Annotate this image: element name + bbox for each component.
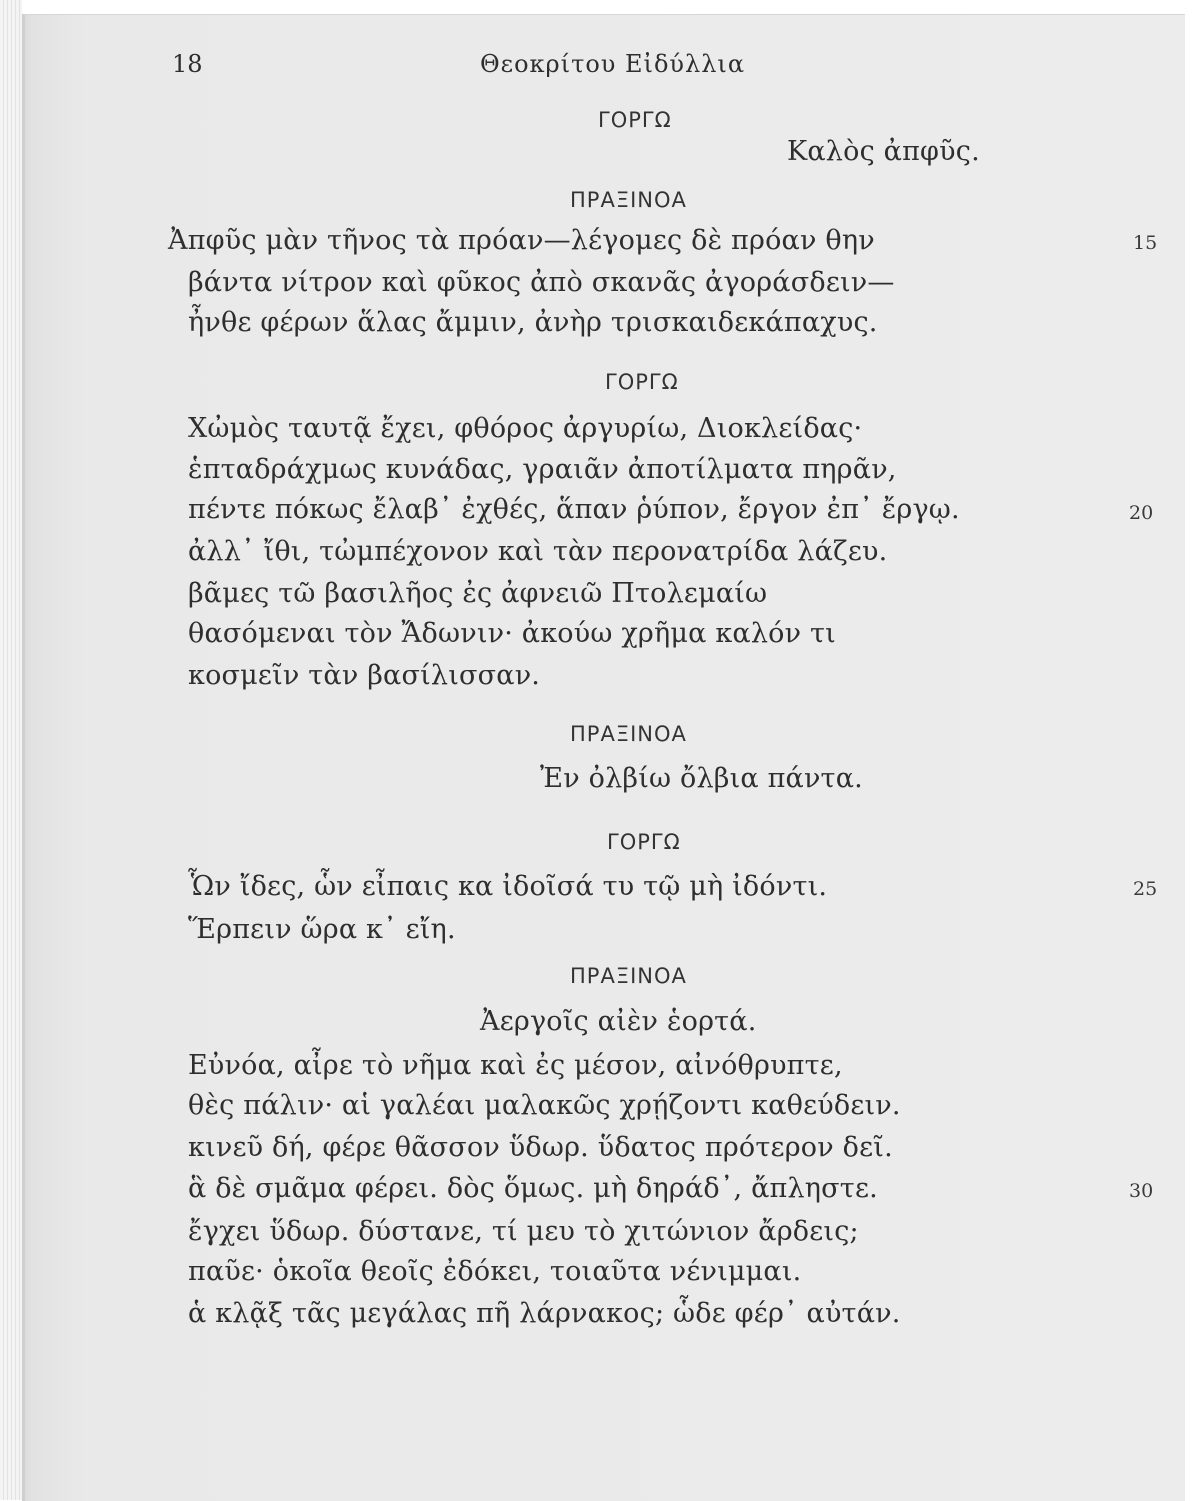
line-number: 30 [1129, 1180, 1154, 1202]
speaker-label: ΠΡΑΞΙΝΟΑ [570, 188, 687, 212]
verse-line: Ἀπφῦς μὰν τῆνος τὰ πρόαν—λέγομες δὲ πρόαν θην [168, 225, 875, 256]
verse-line: Εὐνόα, αἶρε τὸ νῆμα καὶ ἐς μέσον, αἰνόθρυπτε, [188, 1050, 843, 1081]
verse-line: κοσμεῖν τὰν βασίλισσαν. [188, 660, 541, 691]
speaker-label: ΓΟΡΓΩ [607, 830, 681, 854]
verse-line: ἃ δὲ σμᾶμα φέρει. δὸς ὅμως. μὴ δηράδ᾽, ἄπληστε. [188, 1173, 878, 1204]
verse-line: Καλὸς ἀπφῦς. [787, 136, 980, 167]
verse-line: Ἐν ὀλβίω ὄλβια πάντα. [540, 763, 863, 794]
page-edge [0, 0, 22, 1500]
verse-line: θασόμεναι τὸν Ἄδωνιν· ἀκούω χρῆμα καλόν τι [188, 618, 836, 649]
verse-line: Χὠμὸς ταυτᾷ ἔχει, φθόρος ἀργυρίω, Διοκλείδας· [188, 413, 863, 444]
verse-line: ἑπταδράχμως κυνάδας, γραιᾶν ἀποτίλματα πηρᾶν, [188, 454, 897, 485]
speaker-label: ΓΟΡΓΩ [605, 370, 679, 394]
verse-line: παῦε· ὁκοῖα θεοῖς ἐδόκει, τοιαῦτα νένιμμαι. [188, 1256, 802, 1287]
verse-line: κινεῦ δή, φέρε θᾶσσον ὕδωρ. ὕδατος πρότερον δεῖ. [188, 1132, 893, 1163]
line-number: 20 [1129, 502, 1154, 524]
line-number: 25 [1133, 878, 1158, 900]
speaker-label: ΓΟΡΓΩ [598, 108, 672, 132]
verse-line: Ἀεργοῖς αἰὲν ἑορτά. [480, 1006, 757, 1037]
verse-line: βᾶμες τῶ βασιλῆος ἐς ἀφνειῶ Πτολεμαίω [188, 578, 768, 609]
verse-line: θὲς πάλιν· αἱ γαλέαι μαλακῶς χρῄζοντι καθεύδειν. [188, 1090, 901, 1121]
verse-line: πέντε πόκως ἔλαβ᾽ ἐχθές, ἅπαν ῥύπον, ἔργον ἐπ᾽ ἔργῳ. [188, 494, 960, 525]
speaker-label: ΠΡΑΞΙΝΟΑ [570, 964, 687, 988]
page-number: 18 [172, 50, 203, 78]
verse-line: Ἕρπειν ὥρα κ᾽ εἴη. [188, 914, 456, 945]
verse-line: ἁ κλᾷξ τᾶς μεγάλας πῆ λάρνακος; ὧδε φέρ᾽ αὐτάν. [188, 1298, 901, 1329]
verse-line: ἔγχει ὕδωρ. δύστανε, τί μευ τὸ χιτώνιον ἄρδεις; [188, 1216, 859, 1247]
verse-line: βάντα νίτρον καὶ φῦκος ἀπὸ σκανᾶς ἀγοράσδειν— [188, 267, 895, 298]
speaker-label: ΠΡΑΞΙΝΟΑ [570, 722, 687, 746]
line-number: 15 [1133, 232, 1158, 254]
verse-line: Ὧν ἴδες, ὧν εἶπαις κα ἰδοῖσά τυ τῷ μὴ ἰδόντι. [188, 871, 828, 902]
verse-line: ἀλλ᾽ ἴθι, τὠμπέχονον καὶ τὰν περονατρίδα λάζευ. [188, 536, 888, 567]
verse-line: ἦνθε φέρων ἅλας ἄμμιν, ἀνὴρ τρισκαιδεκάπαχυς. [188, 307, 878, 338]
running-title: Θεοκρίτου Εἰδύλλια [480, 50, 746, 78]
